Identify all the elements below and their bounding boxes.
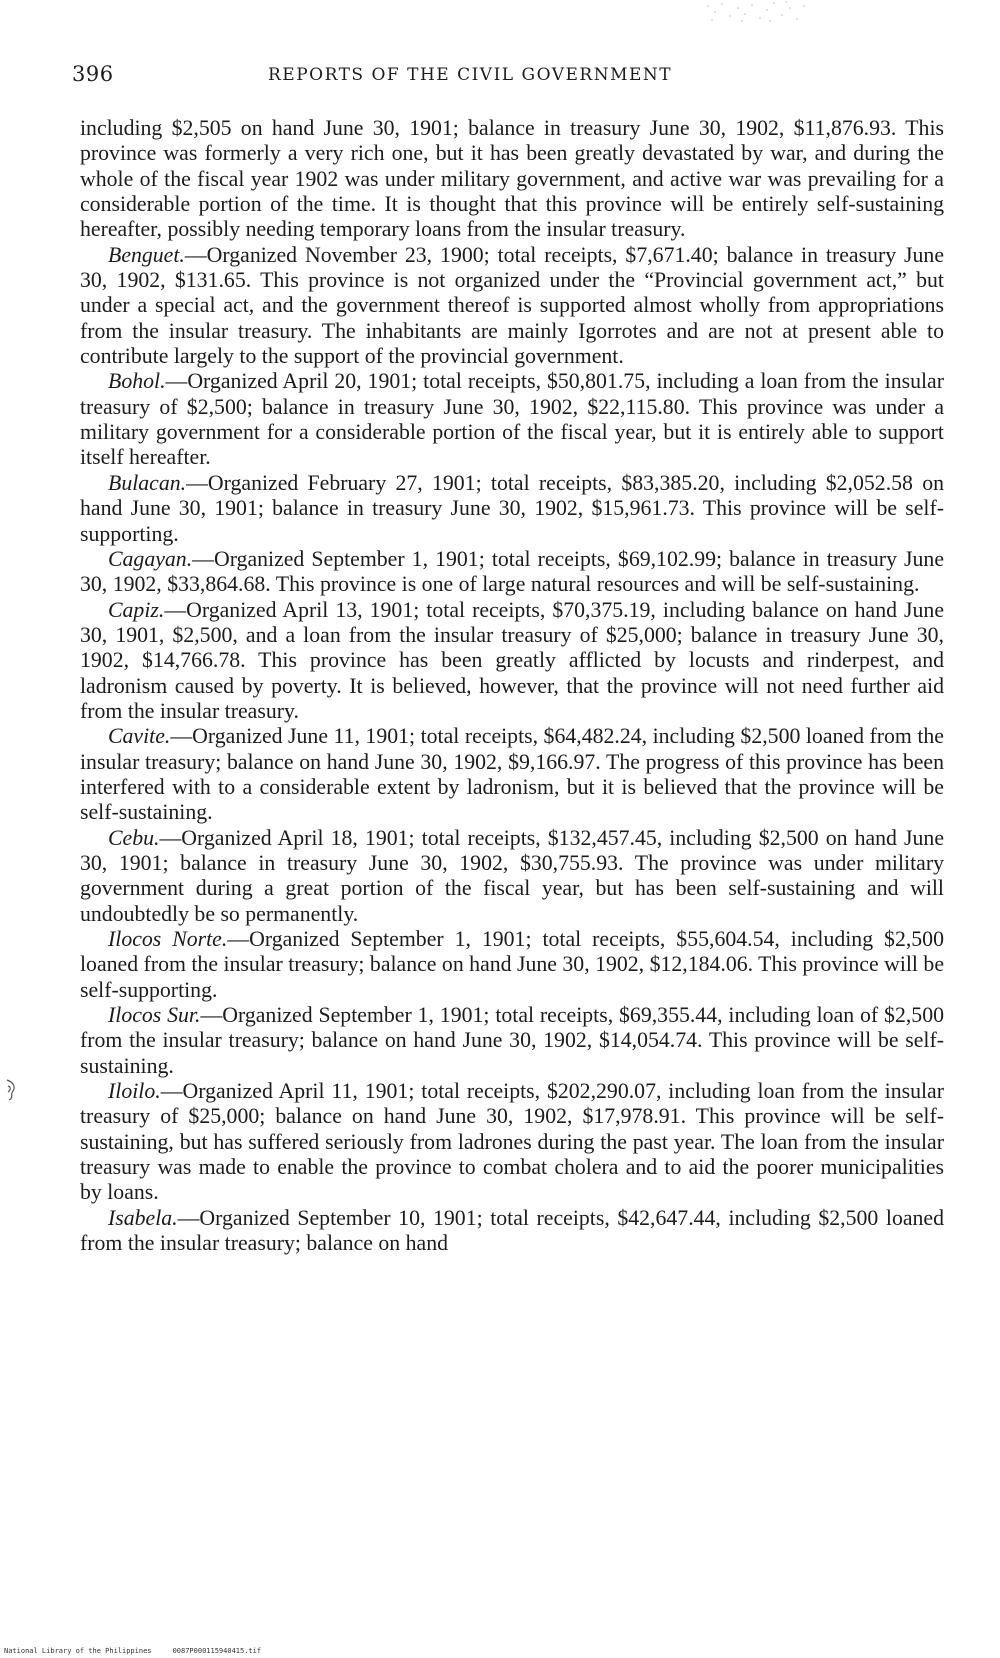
scan-speckle [700,0,810,24]
province-name: Bulacan. [108,470,187,495]
province-name: Cebu. [108,825,160,850]
paragraph-text: —Organized June 11, 1901; total receipts, $64,482.24, including $2,500 loaned from the insular treasury; balance on hand June 30, 1902, $9,166.97. The progress of this province has been interfered with to a considerable extent by ladronism, but it is believed that the province will be self-sustaining. [80,724,944,825]
paragraph-ilocos-norte [80,927,944,1003]
province-name: Cagayan. [108,546,193,571]
paragraph-iloilo [80,1079,944,1206]
province-name: Cavite. [108,724,171,749]
paragraph-benguet [80,243,944,370]
province-name: Ilocos Norte. [108,927,228,951]
paragraph-ilocos-sur [80,1003,944,1079]
archive-footer: National Library of the Philippines 0087P000115940415.tif [4,1647,262,1655]
paragraph-text: including $2,505 on hand June 30, 1901; balance in treasury June 30, 1902, $11,876.93. This province was formerly a very rich one, but it has been greatly devastated by war, and during the whole of the fiscal year 1902 was under military government, and active war was prevailing for a considerable portion of the time. It is thought that this province will be entirely self-sustaining hereafter, possibly needing temporary loans from the insular treasury. [80,116,944,242]
paragraph-text: —Organized April 11, 1901; total receipts, $202,290.07, including loan from the insular treasury of $25,000; balance on hand June 30, 1902, $17,978.91. This province will be self-sustaining, but has suffered seriously from ladrones during the past year. The loan from the insular treasury was made to enable the province to combat cholera and to aid the poorer municipalities by loans. [80,1079,944,1205]
province-name: Isabela. [108,1205,178,1230]
paragraph-cavite [80,724,944,825]
province-name: Ilocos Sur. [108,1003,201,1028]
paragraph-text: —Organized September 1, 1901; total receipts, $55,604.54, including $2,500 loaned from the insular treasury; balance on hand June 30, 1902, $12,184.06. This province will be self-supporting. [80,927,945,1002]
paragraph-text: —Organized April 20, 1901; total receipts, $50,801.75, including a loan from the insular treasury of $2,500; balance in treasury June 30, 1902, $22,115.80. This province was under a military government for a considerable portion of the fiscal year, but it is entirely able to support itself hereafter. [80,369,944,470]
paragraph-text: —Organized February 27, 1901; total receipts, $83,385.20, including $2,052.58 on hand June 30, 1901; balance in treasury June 30, 1902, $15,961.73. This province will be self-supporting. [80,470,944,546]
running-title: REPORTS OF THE CIVIL GOVERNMENT [268,65,673,85]
paragraph-text: —Organized April 13, 1901; total receipts, $70,375.19, including balance on hand June 30, 1901, $2,500, and a loan from the insular treasury of $25,000; balance in treasury June 30, 1902, $14,766.78. This province has been greatly afflicted by locusts and rinderpest, and ladronism caused by poverty. It is believed, however, that the province will not need further aid from the insular treasury. [80,597,944,723]
paragraph-isabela [80,1206,944,1257]
province-name: Iloilo. [108,1079,161,1104]
paragraph-cagayan [80,547,944,598]
province-name: Benguet. [108,242,185,267]
province-name: Bohol. [108,369,166,394]
paragraph-capiz [80,598,944,725]
body-text [80,116,944,1256]
paragraph-text: —Organized November 23, 1900; total receipts, $7,671.40; balance in treasury June 30, 1902, $131.65. This province is not organized under the “Provincial government act,” but under a special act, and the government thereof is supported almost wholly from appropriations from the insular treasury. The inhabitants are mainly Igorrotes and are not at present able to contribute largely to the support of the provincial government. [80,242,944,369]
paragraph-text: —Organized September 1, 1901; total receipts, $69,355.44, including loan of $2,500 from the insular treasury; balance on hand June 30, 1902, $14,054.74. This province will be self-sustaining. [80,1003,944,1078]
paragraph-text: —Organized September 10, 1901; total receipts, $42,647.44, including $2,500 loaned from the insular treasury; balance on hand [80,1205,944,1256]
paragraph-text: —Organized September 1, 1901; total receipts, $69,102.99; balance in treasury June 30, 1902, $33,864.68. This province is one of large natural resources and will be self-sustaining. [80,546,944,597]
province-name: Capiz. [108,597,165,622]
page-header [72,62,942,92]
paragraph-bulacan [80,471,944,547]
paragraph-bohol [80,369,944,470]
paragraph-continued [80,116,944,243]
margin-stain-mark [4,1078,18,1102]
paragraph-text: —Organized April 18, 1901; total receipts, $132,457.45, including $2,500 on hand June 30, 1901; balance in treasury June 30, 1902, $30,755.93. The province was under military government during a great portion of the fiscal year, but has been self-sustaining and will undoubtedly be so permanently. [80,825,944,926]
paragraph-cebu [80,826,944,927]
page-number: 396 [72,62,114,86]
